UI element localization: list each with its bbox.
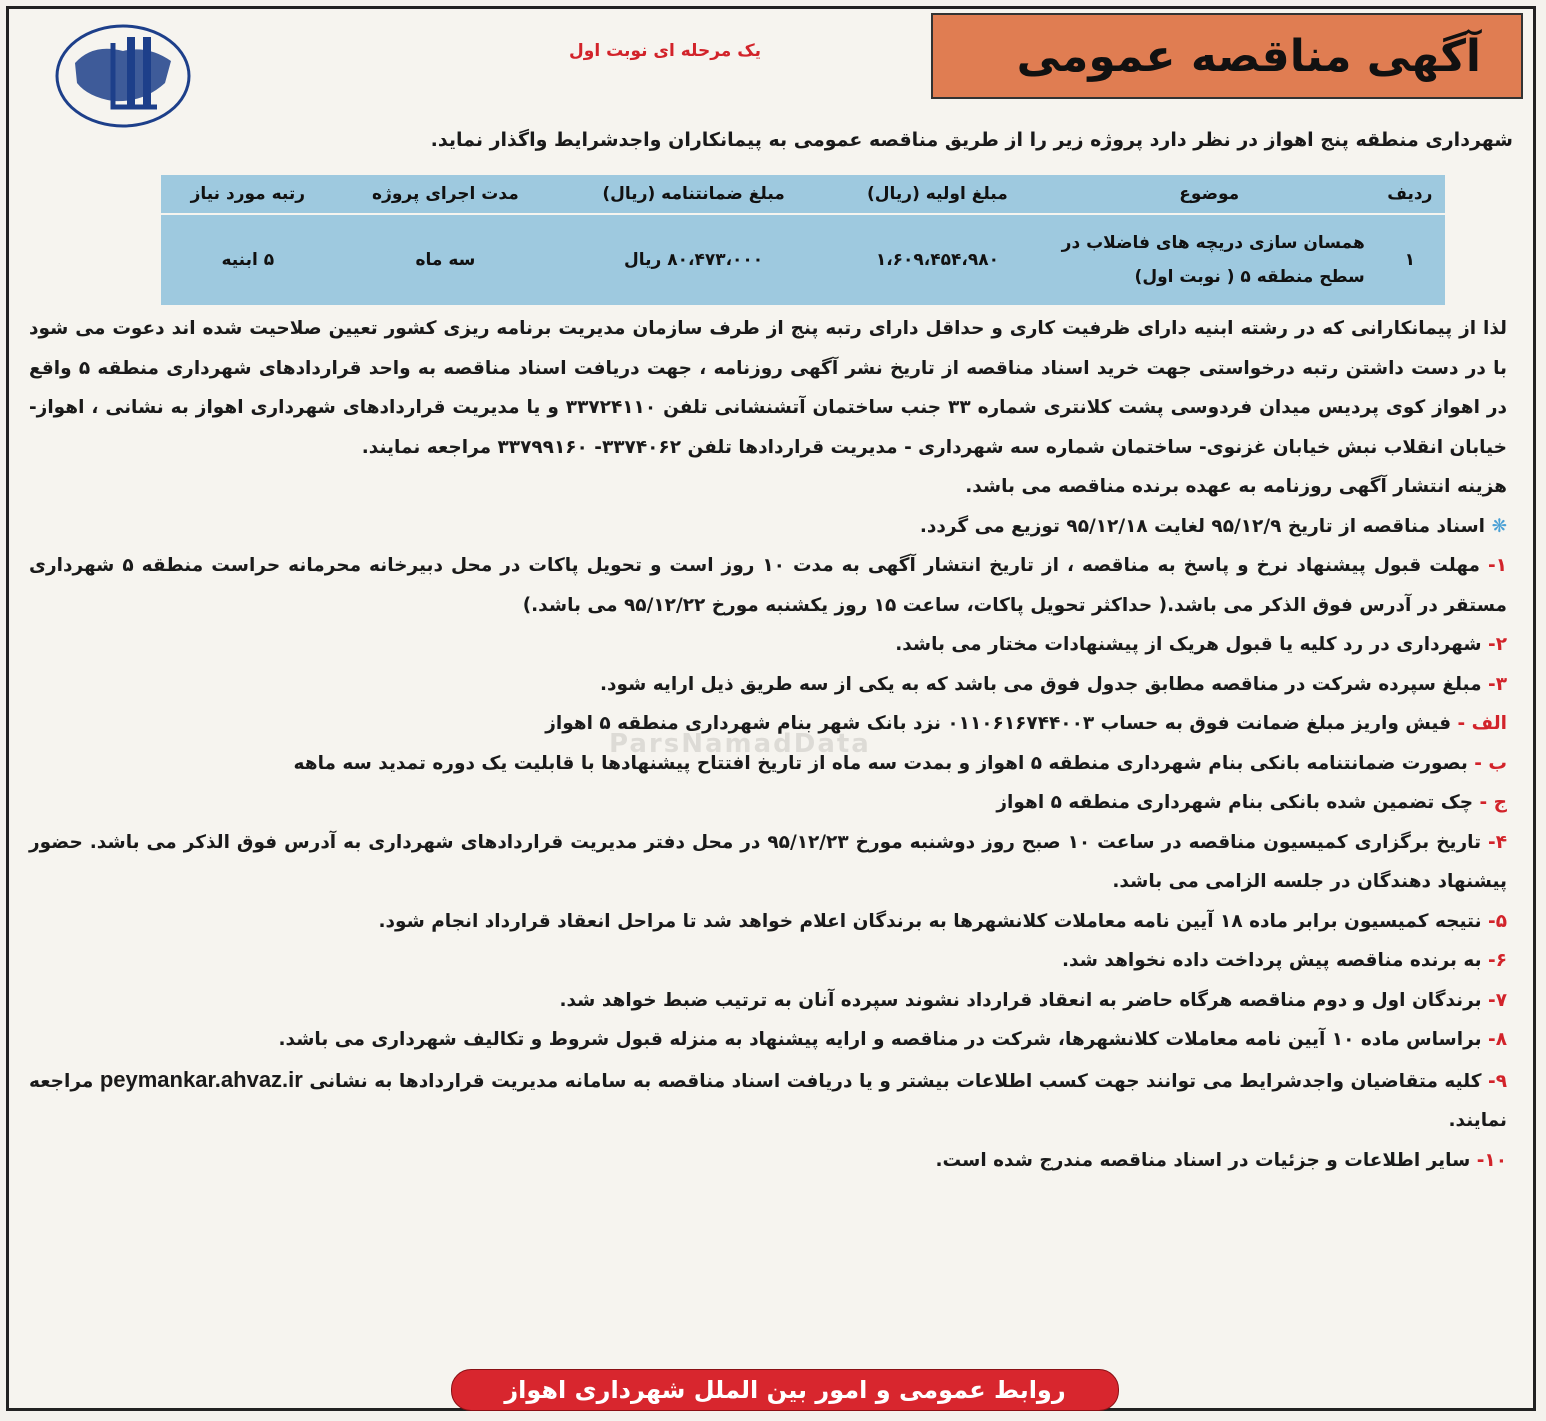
body-text	[29, 309, 1507, 1180]
item-number: ۸-	[1488, 1029, 1507, 1050]
item-text: براساس ماده ۱۰ آیین نامه معاملات کلانشهرها، شرکت در مناقصه و ارایه پیشنهاد به منزله قبول شروط و تکالیف شهرداری می باشد.	[278, 1029, 1482, 1050]
list-item	[29, 1141, 1507, 1181]
list-item	[29, 744, 1507, 784]
conditions-list	[29, 546, 1507, 1060]
footer-banner	[451, 1369, 1119, 1411]
col-guarantee: مبلغ ضمانتنامه (ریال)	[556, 175, 831, 214]
col-subject: موضوع	[1044, 175, 1375, 214]
cell-initial-amount: ۱،۶۰۹،۴۵۴،۹۸۰	[875, 250, 999, 270]
item-text: به برنده مناقصه پیش پرداخت داده نخواهد شد.	[1062, 950, 1482, 971]
item-number: ۶-	[1488, 950, 1507, 971]
item-number: ۳-	[1488, 673, 1507, 695]
col-initial-amount: مبلغ اولیه (ریال)	[831, 175, 1044, 214]
list-item	[29, 1060, 1507, 1141]
item-text: سایر اطلاعات و جزئیات در اسناد مناقصه مندرج شده است.	[935, 1149, 1471, 1171]
title-box	[931, 13, 1523, 99]
list-item	[29, 823, 1507, 902]
item-text: بصورت ضمانتنامه بانکی بنام شهرداری منطقه ۵ اهواز و بمدت سه ماه از تاریخ افتتاح پیشنهادها با قابلیت یک دوره تمدید سه ماهه	[293, 752, 1468, 774]
item-number: ۱۰-	[1476, 1149, 1507, 1171]
item-text: شهرداری در رد کلیه یا قبول هریک از پیشنهادات مختار می باشد.	[895, 634, 1482, 655]
item-text: تاریخ برگزاری کمیسیون مناقصه در ساعت ۱۰ صبح روز دوشنبه مورخ ۹۵/۱۲/۲۳ در محل دفتر مدیریت قراردادهای شهرداری به آدرس فوق الذکر می باشد. حضور پیشنهاد دهندگان در جلسه الزامی می باشد.	[29, 831, 1507, 892]
col-index: ردیف	[1375, 175, 1445, 214]
col-duration: مدت اجرای پروژه	[335, 175, 557, 214]
col-grade: رتبه مورد نیاز	[161, 175, 335, 214]
intro-text: شهرداری منطقه پنج اهواز در نظر دارد پروژه زیر را از طریق مناقصه عمومی به پیمانکاران واجدشرایط واگذار نماید.	[430, 129, 1513, 151]
list-item	[29, 902, 1507, 942]
list-item	[29, 665, 1507, 705]
item-number: ۷-	[1488, 989, 1507, 1011]
item-text: کلیه متقاضیان واجدشرایط می توانند جهت کسب اطلاعات بیشتر و یا دریافت اسناد مناقصه به سامانه مدیریت قراردادها به نشانی	[309, 1070, 1482, 1092]
item-text: مبلغ سپرده شرکت در مناقصه مطابق جدول فوق می باشد که به یکی از سه طریق ذیل ارایه شود.	[599, 673, 1482, 695]
item-text: چک تضمین شده بانکی بنام شهرداری منطقه ۵ اهواز	[996, 792, 1474, 813]
list-item	[29, 981, 1507, 1021]
table-row	[161, 214, 1445, 305]
docs-paragraph	[29, 507, 1507, 547]
cost-paragraph: هزینه انتشار آگهی روزنامه به عهده برنده مناقصه می باشد.	[965, 476, 1507, 497]
item-text: نتیجه کمیسیون برابر ماده ۱۸ آیین نامه معاملات کلانشهرها به برندگان اعلام خواهد شد تا مراحل انعقاد قرارداد انجام شود.	[378, 910, 1482, 932]
table-header-row	[161, 175, 1445, 214]
list-item	[29, 625, 1507, 665]
item-text: برندگان اول و دوم مناقصه هرگاه حاضر به انعقاد قرارداد نشوند سپرده آنان به ترتیب ضبط خواهد شد.	[559, 989, 1482, 1011]
item-number: ج -	[1479, 792, 1507, 813]
municipality-logo-icon	[53, 23, 193, 129]
cell-subject: همسان سازی دریچه های فاضلاب در سطح منطقه ۵ ( نوبت اول)	[1061, 233, 1365, 287]
watermark: ParsNamadData	[609, 729, 871, 759]
item-text: مهلت قبول پیشنهاد نرخ و پاسخ به مناقصه ، از تاریخ انتشار آگهی به مدت ۱۰ روز است و تحویل پاکات در محل دبیرخانه محرمانه حراست منطقه ۵ شهرداری مستقر در آدرس فوق الذکر می باشد.( حداکثر تحویل پاکات، ساعت ۱۵ روز یکشنبه مورخ ۹۵/۱۲/۲۲ می باشد.)	[29, 555, 1507, 616]
advertisement-frame	[6, 6, 1536, 1411]
list-item	[29, 704, 1507, 744]
item-number: ۵-	[1488, 910, 1507, 932]
cell-index: ۱	[1404, 250, 1416, 270]
page-title: آگهی مناقصه عمومی	[1016, 30, 1481, 82]
item-number: ۴-	[1488, 831, 1507, 853]
cell-duration: سه ماه	[415, 250, 476, 270]
item-tail: مراجعه نمایند.	[29, 1070, 1507, 1131]
list-item	[29, 1020, 1507, 1060]
list-item	[29, 941, 1507, 981]
cell-grade: ۵ ابنیه	[221, 250, 275, 270]
contracts-url-link[interactable]: peymankar.ahvaz.ir	[99, 1066, 303, 1092]
cell-guarantee: ۸۰،۴۷۳،۰۰۰ ریال	[624, 250, 764, 270]
docs-text: اسناد مناقصه از تاریخ ۹۵/۱۲/۹ لغایت ۹۵/۱۲/۱۸ توزیع می گردد.	[919, 515, 1486, 537]
footer-text: روابط عمومی و امور بین الملل شهرداری اهواز	[504, 1376, 1066, 1404]
item-text: فیش واریز مبلغ ضمانت فوق به حساب ۰۱۱۰۶۱۶۷۴۴۰۰۳ نزد بانک شهر بنام شهرداری منطقه ۵ اهواز	[545, 713, 1452, 734]
item-number: ۹-	[1488, 1070, 1507, 1092]
item-number: الف -	[1457, 713, 1507, 734]
list-item	[29, 783, 1507, 823]
item-number: ۲-	[1488, 634, 1507, 655]
tender-table	[161, 175, 1445, 305]
star-icon: ❋	[1491, 515, 1507, 537]
item-number: ۱-	[1488, 555, 1507, 576]
subtitle: یک مرحله ای نوبت اول	[569, 41, 762, 61]
main-paragraph: لذا از پیمانکارانی که در رشته ابنیه دارای ظرفیت کاری و حداقل دارای رتبه پنج از طرف سازمان مدیریت برنامه ریزی کشور تعیین صلاحیت شده اند دعوت می شود با در دست داشتن رتبه درخواستی جهت خرید اسناد مناقصه از تاریخ نشر آگهی روزنامه ، جهت دریافت اسناد مناقصه به واحد قراردادهای شهرداری منطقه ۵ واقع در اهواز کوی پردیس میدان فردوسی پشت کلانتری شماره ۳۳ جنب ساختمان آتشنشانی تلفن ۳۳۷۲۴۱۱۰ و یا مدیریت قراردادهای شهرداری اهواز به نشانی ، اهواز- خیابان انقلاب نبش خیابان غزنوی- ساختمان شماره سه شهرداری - مدیریت قراردادها تلفن ۳۳۷۴۰۶۲- ۳۳۷۹۹۱۶۰ مراجعه نمایند.	[29, 318, 1507, 458]
item-number: ب -	[1474, 752, 1507, 774]
list-item	[29, 546, 1507, 625]
